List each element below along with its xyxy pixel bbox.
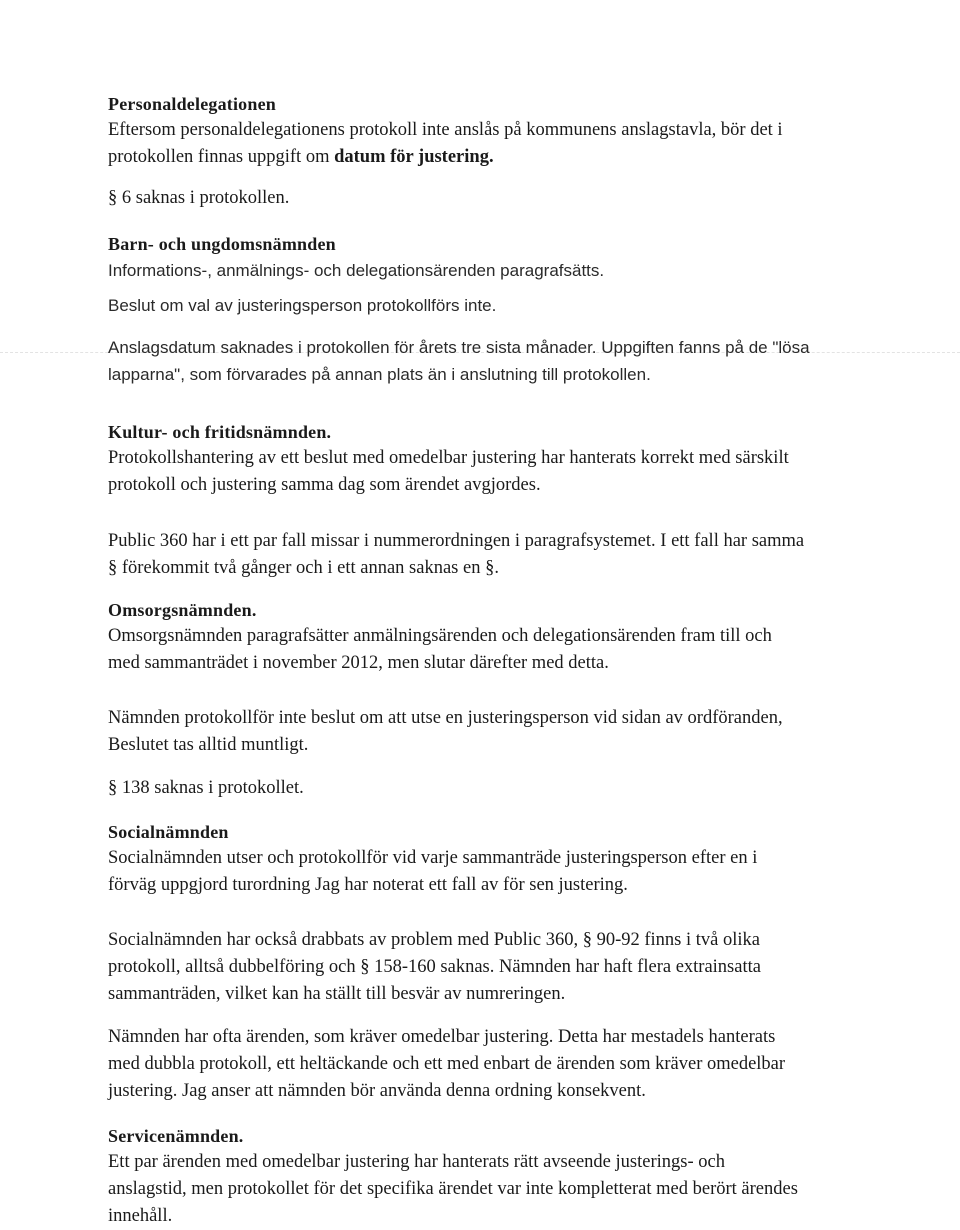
paragraph-line: Nämnden protokollför inte beslut om att utse en justeringsperson vid sidan av ordföranden, bbox=[108, 708, 783, 728]
section-social-p3 bbox=[108, 1024, 908, 1105]
bold-text: datum för justering. bbox=[334, 147, 494, 167]
paragraph-line: innehåll. bbox=[108, 1206, 173, 1226]
section-note bbox=[108, 185, 908, 212]
paragraph-line: Ett par ärenden med omedelbar justering har hanterats rätt avseende justerings- och bbox=[108, 1152, 725, 1172]
section-barn-ungdom bbox=[108, 231, 908, 284]
paragraph-line: Beslut om val av justeringsperson protokollförs inte. bbox=[108, 296, 497, 315]
section-heading: Servicenämnden. bbox=[108, 1126, 244, 1146]
paragraph-line: med sammanträdet i november 2012, men slutar därefter med detta. bbox=[108, 653, 609, 673]
section-kultur-p2 bbox=[108, 528, 908, 582]
section-omsorg-note bbox=[108, 775, 908, 802]
paragraph-line: förväg uppgjord turordning Jag har noterat ett fall av för sen justering. bbox=[108, 875, 628, 895]
paragraph-line: Anslagsdatum saknades i protokollen för årets tre sista månader. Uppgiften fanns på de "lösa bbox=[108, 338, 810, 357]
paragraph-line: Informations-, anmälnings- och delegationsärenden paragrafsätts. bbox=[108, 261, 605, 280]
section-heading: Kultur- och fritidsnämnden. bbox=[108, 422, 332, 442]
section-service bbox=[108, 1123, 908, 1230]
section-heading: Socialnämnden bbox=[108, 822, 229, 842]
paragraph-line: justering. Jag anser att nämnden bör använda denna ordning konsekvent. bbox=[108, 1081, 646, 1101]
paragraph-line: lapparna", som förvarades på annan plats än i anslutning till protokollen. bbox=[108, 365, 651, 384]
section-social-p2 bbox=[108, 927, 908, 1008]
paragraph-line: § 6 saknas i protokollen. bbox=[108, 188, 290, 208]
paragraph-line: Omsorgsnämnden paragrafsätter anmälningsärenden och delegationsärenden fram till och bbox=[108, 626, 772, 646]
paragraph-line: protokoll, alltså dubbelföring och § 158-160 saknas. Nämnden har haft flera extrainsatta bbox=[108, 957, 761, 977]
section-kultur-fritid bbox=[108, 419, 908, 499]
paragraph-line bbox=[108, 144, 908, 171]
paragraph-line: Nämnden har ofta ärenden, som kräver omedelbar justering. Detta har mestadels hanterats bbox=[108, 1027, 776, 1047]
paragraph-line: Beslutet tas alltid muntligt. bbox=[108, 735, 309, 755]
paragraph-line: sammanträden, vilket kan ha ställt till besvär av numreringen. bbox=[108, 984, 566, 1004]
section-omsorg bbox=[108, 597, 908, 677]
paragraph-line: Protokollshantering av ett beslut med omedelbar justering har hanterats korrekt med särskilt bbox=[108, 448, 789, 468]
paragraph-line: anslagstid, men protokollet för det specifika ärendet var inte kompletterat med berört ärendes bbox=[108, 1179, 798, 1199]
paragraph-line: Socialnämnden har också drabbats av problem med Public 360, § 90-92 finns i två olika bbox=[108, 930, 760, 950]
paragraph-line: med dubbla protokoll, ett heltäckande och ett med enbart de ärenden som kräver omedelbar bbox=[108, 1054, 786, 1074]
section-social bbox=[108, 819, 908, 899]
section-heading: Personaldelegationen bbox=[108, 94, 276, 114]
paragraph-line: Public 360 har i ett par fall missar i nummerordningen i paragrafsystemet. I ett fall har samma bbox=[108, 531, 805, 551]
section-barn-p2 bbox=[108, 292, 908, 319]
paragraph-line: Socialnämnden utser och protokollför vid varje sammanträde justeringsperson efter en i bbox=[108, 848, 758, 868]
section-personaldelegationen bbox=[108, 91, 908, 171]
paragraph-line: § 138 saknas i protokollet. bbox=[108, 778, 304, 798]
text-span: protokollen finnas uppgift om bbox=[108, 147, 335, 167]
paragraph-line: Eftersom personaldelegationens protokoll inte anslås på kommunens anslagstavla, bör det i bbox=[108, 120, 783, 140]
section-omsorg-p2 bbox=[108, 705, 908, 759]
paragraph-line: protokoll och justering samma dag som ärendet avgjordes. bbox=[108, 475, 541, 495]
paragraph-line: § förekommit två gånger och i ett annan saknas en §. bbox=[108, 558, 499, 578]
section-heading: Omsorgsnämnden. bbox=[108, 600, 257, 620]
section-barn-p3 bbox=[108, 334, 908, 388]
section-heading: Barn- och ungdomsnämnden bbox=[108, 234, 336, 254]
